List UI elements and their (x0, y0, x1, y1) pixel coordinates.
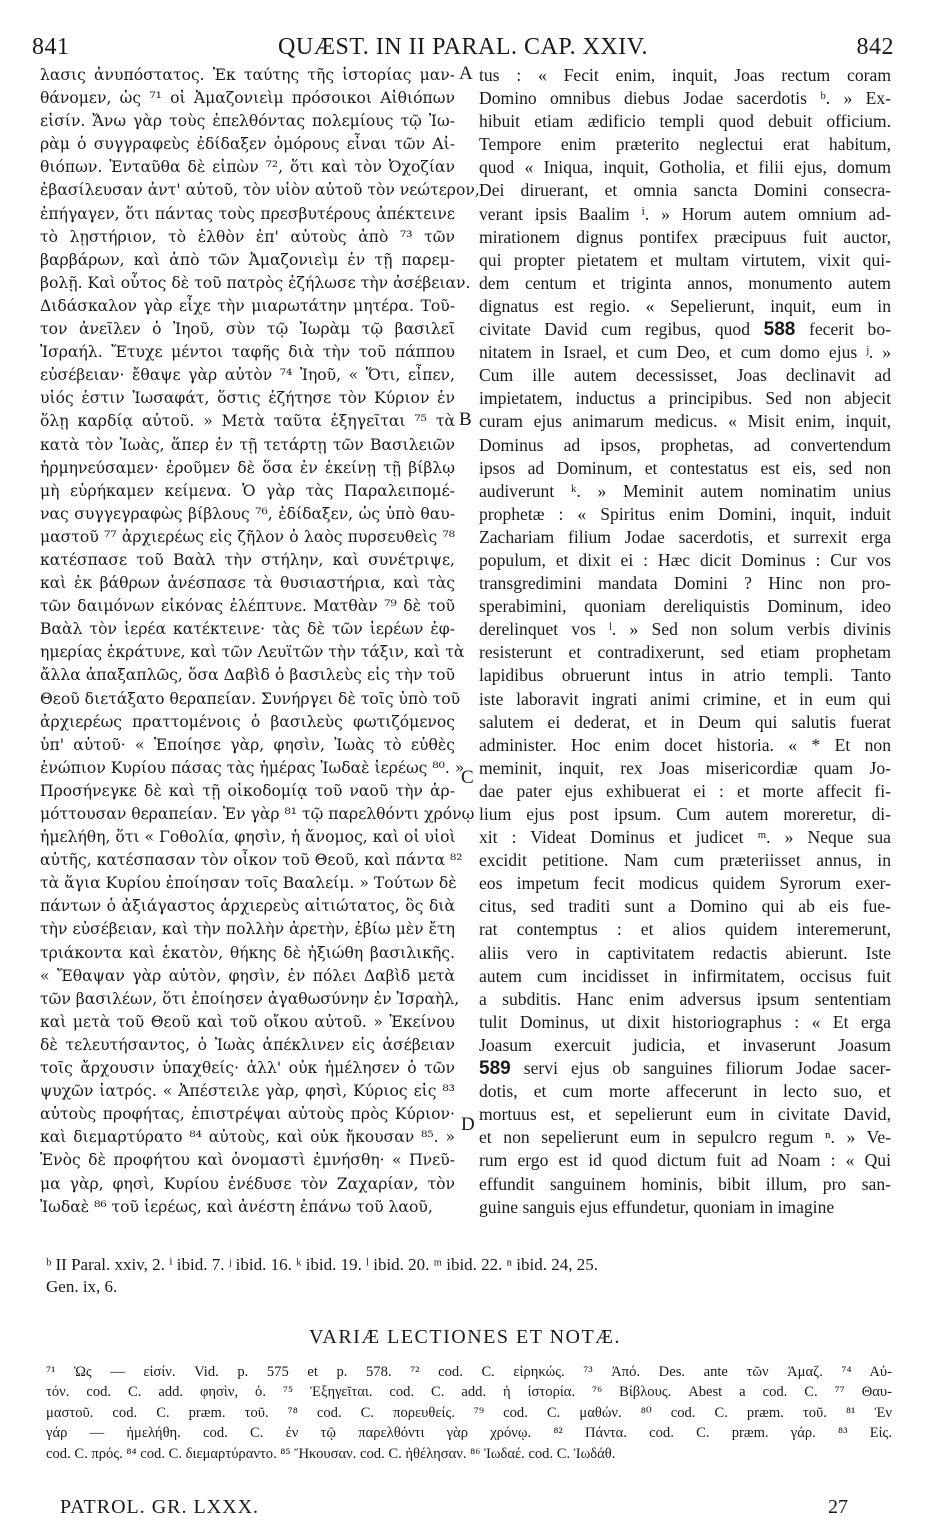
latin-text-line: rat contemptus : et alios quidem interemerunt, (479, 919, 891, 940)
greek-text-line: βολῇ. Καὶ οὗτος δὲ τοῦ πατρὸς ἐζήλωσε τὴν ἀσέβειαν. (40, 273, 471, 292)
greek-text-line: αὐτοὺς προφήτας, ἐπιστρέψαι αὐτοὺς πρὸς Κύριον· (40, 1105, 455, 1124)
latin-text-line: transgredimini mandata Domini ? Hinc non pro- (479, 573, 891, 594)
latin-text-line: rum ergo est id quod dictum fuit ad Noam : « Qui (479, 1150, 891, 1171)
latin-text-line: ipsos ad Dominum, et contestatus est eis, sed non (479, 457, 891, 478)
greek-text-line: ἐβασίλευσαν ἀντ' αὐτοῦ, τὸν υἱὸν αὐτοῦ τὸν νεώτερον, (40, 181, 480, 200)
latin-text-line: impietatem, inductus a principibus. Sed non abjecit (479, 388, 891, 409)
greek-text-line: « Ἔθαψαν γὰρ αὐτὸν, φησὶν, ἐν πόλει Δαβὶδ μετὰ (40, 966, 455, 985)
latin-text-line: Joasum exercuit judicia, et invaserunt Joasum (479, 1034, 891, 1055)
latin-text-line: Dominus ad ipsos, prophetas, ad convertendum (479, 434, 891, 455)
latin-text-line: mirationem dignus pontifex præcipuus fuit auctor, (479, 226, 891, 247)
greek-text-line: υἱός ἐστιν Ἰωσαφάτ, ὅστις ἐζήτησε τὸν Κύριον ἐν (40, 389, 455, 408)
margin-marker-a: A (459, 63, 473, 84)
margin-page-number: 589 (479, 1058, 511, 1080)
greek-text-line: νας συγγεγραφὼς βίβλους ⁷⁶, ἐδίδαξεν, ὡς ὑπὸ θαυ- (40, 504, 455, 523)
variant-line: τόν. cod. C. add. φησὶν, ὁ. ⁷⁵ Ἐξηγεῖται. cod. C. add. ἡ ἱστορία. ⁷⁶ Βίβλους. Abest a cod. C. ⁷⁷ Θαυ- (46, 1384, 892, 1401)
latin-text-line: tus : « Fecit enim, inquit, Joas rectum coram (479, 65, 891, 85)
greek-text-line: τον ἀνεῖλεν ὁ Ἰηοῦ, σὺν τῷ Ἰωρὰμ τῷ βασιλεῖ (40, 320, 455, 339)
greek-text-line: ρὰμ ὁ συγγραφεὺς ἐδίδαξεν ὁμόρους εἶναι τῶν Αἰ- (40, 135, 455, 154)
latin-text-line: aliis vero in captivitatem redactis abierunt. Iste (479, 942, 891, 963)
latin-text-line: 589 servi ejus ob sanguines filiorum Jodae sacer- (479, 1058, 891, 1080)
latin-text-line: nitatem in Israel, et cum Deo, et cum domo ejus ʲ. » (479, 342, 891, 363)
greek-text-column (40, 64, 480, 1216)
latin-text-line: dotis, et cum morte affecerunt in lecto suo, et (479, 1081, 891, 1102)
greek-text-line: λασις ἀνυπόστατος. Ἐκ ταύτης τῆς ἱστορίας μαν- (40, 66, 455, 84)
running-title: QUÆST. IN II PARAL. CAP. XXIV. (278, 34, 648, 60)
latin-text-line: dae pater ejus exhibuerat ei : et morte affecit fi- (479, 780, 891, 801)
variant-line: γάρ — ἠμελήθη. cod. C. ἐν τῷ παρελθόντι γὰρ χρόνῳ. ⁸² Πάντα. cod. C. præm. γάρ. ⁸³ Εἰς. (46, 1425, 892, 1442)
margin-marker-d: D (461, 1114, 475, 1135)
latin-text-line: populum, et dixit ei : Hæc dicit Dominus : Cur vos (479, 549, 891, 570)
greek-text-line: τριάκοντα καὶ ἑκατὸν, θήκης δὲ ἠξιώθη βασιλικῆς. (40, 943, 455, 962)
margin-page-number: 588 (763, 319, 796, 341)
variants-heading: VARIÆ LECTIONES ET NOTÆ. (309, 1326, 621, 1348)
greek-text-line: εἰσίν. Ἄνω γὰρ τοὺς ἐπελθόντας πολεμίους τῷ Ἰω- (40, 112, 455, 131)
latin-text-line: dem centum et triginta annos, monumento autem (479, 272, 891, 293)
greek-text-line: ημερίας ἐκράτυνε, καὶ τῶν Λευϊτῶν τὴν τάξιν, καὶ τὰ (40, 643, 465, 662)
latin-text-line: meminit, inquit, rex Joas misericordiæ quam Jo- (479, 757, 891, 778)
latin-text-line: lium ejus post ipsum. Cum autem moreretur, di- (479, 804, 891, 824)
greek-text-line: κατέσπασε τοῦ Βαὰλ τὴν στήλην, καὶ συνέτριψε, (40, 550, 455, 569)
margin-marker-c: C (461, 767, 474, 788)
greek-text-line: Ἰωδαὲ ⁸⁶ τοῦ ἱερέως, καὶ ἀνέστη ἐπάνω τοῦ λαοῦ, (40, 1197, 433, 1216)
greek-text-line: ἐνώπιον Κυρίου πάσας τὰς ἡμέρας Ἰωδαὲ ἱερέως ⁸⁰. » (40, 758, 465, 777)
latin-text-line: curam ejus animarum medicus. « Misit enim, inquit, (479, 411, 891, 432)
greek-text-line: ἐπήγαγεν, ὅτι πάντας τοὺς πρεσβυτέρους ἀπέκτεινε (40, 204, 455, 223)
latin-text-line: civitate David cum regibus, quod 588 fecerit bo- (479, 319, 891, 341)
greek-text-line: βαρβάρων, καὶ ἀπὸ τῶν Ἀμαζονιεὶμ ἐν τῇ παρεμ- (40, 250, 455, 269)
scripture-footnote-line: ᵇ II Paral. xxiv, 2. ⁱ ibid. 7. ʲ ibid. 16. ᵏ ibid. 19. ˡ ibid. 20. ᵐ ibid. 22. ⁿ ibid. 24, 25. (46, 1255, 598, 1274)
greek-text-line: ἠμελήθη, ὅτι « Γοθολία, φησὶν, ἡ ἄνομος, καὶ οἱ υἱοὶ (40, 828, 456, 847)
latin-text-line: citus, sed traditi sunt a Domino qui ab eis fue- (479, 896, 891, 917)
page-number-right: 842 (856, 34, 894, 60)
greek-text-line: ὑπ' αὐτοῦ· « Ἐποίησε γὰρ, φησὶν, Ἰωὰς τὸ εὐθὲς (40, 735, 455, 754)
latin-text-line: iste laboravit ingrati animi crimine, et in eum qui (479, 688, 891, 709)
latin-text-line: excidit petitione. Nam cum præteriisset annus, in (479, 850, 891, 871)
greek-text-line: μόττουσαν θεραπείαν. Ἐν γὰρ ⁸¹ τῷ παρελθόντι χρόνῳ (40, 805, 475, 823)
greek-text-line: τὸ λῃστήριον, τὸ ἐλθὸν ἐπ' αὐτοὺς ἀπὸ ⁷³ τῶν (40, 227, 455, 246)
latin-text-line: Cum ille autem decessisset, Joas declinavit ad (479, 365, 891, 386)
latin-text-line: administer. Hoc enim docet historia. « * Et non (479, 734, 891, 755)
latin-text-line: sperabimini, quoniam dereliquistis Dominum, ideo (479, 596, 891, 617)
latin-text-line: xit : Videat Dominus et judicet ᵐ. » Neque sua (479, 827, 891, 848)
latin-text-line: quod « Iniqua, inquit, Gotholia, et filii ejus, domum (479, 157, 891, 178)
greek-text-line: Προσήνεγκε δὲ καὶ τῇ οἰκοδομίᾳ τοῦ ναοῦ τὴν ἁρ- (40, 781, 455, 800)
greek-text-line: ψυχῶν ἰατρός. « Ἀπέστειλε γὰρ, φησὶ, Κύριος εἰς ⁸³ (40, 1082, 455, 1101)
latin-text-line: resisterunt et contradixerunt, sed etiam prophetam (479, 642, 891, 663)
greek-text-line: τῶν δαιμόνων εἰκόνας ἐλέπτυνε. Ματθὰν ⁷⁹ δὲ τοῦ (40, 597, 455, 616)
latin-text-line: audiverunt ᵏ. » Meminit autem nominatim unius (479, 480, 891, 501)
greek-text-line: Διδάσκαλον γὰρ εἶχε τὴν μιαρωτάτην μητέρα. Τοῦ- (40, 296, 455, 315)
greek-text-line: δὲ τελευτήσαντος, ὁ Ἰωὰς ἀπέκλινεν εἰς ἀσέβειαν (40, 1035, 455, 1054)
greek-text-line: Θεοῦ διετάξατο θεραπείαν. Συνήργει δὲ τοῖς ὑπὸ τοῦ (40, 689, 461, 708)
page-header (32, 34, 894, 64)
footer-collection: PATROL. GR. LXXX. (60, 1496, 260, 1518)
greek-text-line: καὶ μετὰ τοῦ Θεοῦ καὶ τοῦ οἴκου αὐτοῦ. » Ἐκείνου (40, 1012, 455, 1031)
greek-text-line: Ἰσραήλ. Ἔτυχε μέντοι ταφῆς διὰ τὴν τοῦ πάππου (40, 343, 455, 362)
greek-text-line: Ἑνὸς δὲ προφήτου καὶ ὀνομαστὶ ἐμνήσθη· « Πνεῦ- (40, 1151, 455, 1170)
latin-text-line: Zachariam filium Jodae sacerdotis, et surrexit erga (479, 526, 891, 547)
latin-text-line: tulit Dominus, ut dixit historiographus : « Et erga (479, 1011, 891, 1032)
latin-text-line: mortuus est, et sepelierunt eum in civitate David, (479, 1104, 891, 1125)
latin-text-line: effundit sanguinem hominis, bibit illum, pro san- (479, 1173, 891, 1194)
latin-text-line: salutem ei dederat, et in Deum qui salutis fuerat (479, 711, 891, 732)
latin-text-line: derelinquet vos ˡ. » Sed non solum verbis divinis (479, 619, 891, 640)
latin-text-column (479, 64, 891, 1217)
variant-line: ⁷¹ Ὡς — εἰσίν. Vid. p. 575 et p. 578. ⁷² cod. C. εἰρηκώς. ⁷³ Ἀπό. Des. ante τῶν Ἀμαζ. ⁷⁴ Αὐ- (46, 1364, 892, 1380)
greek-text-line: θάνομεν, ὡς ⁷¹ οἱ Ἀμαζονιεὶμ πρόσοικοι Αἰθιόπων (40, 89, 455, 108)
footer-signature: 27 (828, 1496, 848, 1518)
greek-text-line: μαστοῦ ⁷⁷ ἀρχιερέως εἰς ζῆλον ὁ λαὸς πυρσευθεὶς ⁷⁸ (40, 527, 455, 546)
variant-line: cod. C. πρός. ⁸⁴ cod. C. διεμαρτύραντο. ⁸⁵ Ἤκουσαν. cod. C. ἠθέλησαν. ⁸⁶ Ἰωδαέ. cod. C. Ἰωδάθ. (46, 1445, 616, 1462)
greek-text-line: ἀρχιερέως πραττομένοις ὁ βασιλεὺς φωτιζόμενος (40, 712, 455, 731)
greek-text-line: μὴ εὑρήκαμεν κείμενα. Ὁ γὰρ τὰς Παραλειπομέ- (40, 481, 455, 500)
greek-text-line: καὶ διεμαρτύρατο ⁸⁴ αὐτοὺς, καὶ οὐκ ἤκουσαν ⁸⁵. » (40, 1128, 455, 1147)
latin-text-line: eos impetum fecit modicus quidem Syrorum exer- (479, 873, 891, 894)
greek-text-line: μα γὰρ, φησὶ, Κυρίου ἐνέδυσε τὸν Ζαχαρίαν, τὸν (40, 1174, 455, 1193)
latin-text-line: qui propter pietatem et multam virtutem, vixit qui- (479, 249, 891, 270)
greek-text-line: ὅλῃ καρδίᾳ αὐτοῦ. » Μετὰ ταῦτα ἐξηγεῖται ⁷⁵ τὰ (40, 412, 455, 431)
greek-text-line: ἡρμηνεύσαμεν· ἐροῦμεν δὲ ὅσα ἐν ἐκείνῃ τῇ βίβλῳ (40, 458, 455, 477)
greek-text-line: τὴν εὐσέβειαν, καὶ τὴν πολλὴν ἀρετὴν, ἐβίω μὲν ἔτη (40, 920, 455, 939)
latin-text-line: autem cum incidisset in infirmitatem, occisus fuit (479, 965, 891, 986)
latin-text-line: Dei diruerant, et omnia sancta Domini consecra- (479, 180, 891, 201)
page-number-left: 841 (32, 34, 70, 60)
greek-text-line: τὰ ἅγια Κυρίου ἐποίησαν τοῖς Βααλείμ. » Τούτων δὲ (40, 874, 457, 893)
greek-text-line: αὐτῆς, κατέσπασαν τὸν οἶκον τοῦ Θεοῦ, καὶ πάντα ⁸² (40, 851, 463, 870)
latin-text-line: a subditis. Hanc enim adversus ipsum sententiam (479, 988, 891, 1009)
latin-text-line: Tempore enim præterito neglectui erat habitum, (479, 134, 891, 155)
scripture-footnote-line: Gen. ix, 6. (46, 1277, 118, 1296)
greek-text-line: πάντων ὁ ἀξιάγαστος ἀρχιερεὺς αἰτιώτατος, ὃς διὰ (40, 897, 455, 916)
latin-text-line: lapidibus obruerunt intus in atrio templi. Tanto (479, 665, 891, 686)
latin-text-line: guine sanguis ejus effundetur, quoniam in imagine (479, 1196, 835, 1217)
latin-text-line: verant ipsis Baalim ⁱ. » Horum autem omnium ad- (479, 203, 891, 224)
greek-text-line: κατὰ τὸν Ἰωὰς, ἅπερ ἐν τῇ τετάρτῃ τῶν Βασιλειῶν (40, 435, 455, 454)
latin-text-line: prophetæ : « Spiritus enim Domini, inquit, induit (479, 503, 891, 524)
variant-readings (46, 1362, 892, 1464)
greek-text-line: τοῖς ἄρχουσιν ὑπαχθείς· ἀλλ' οὐκ ἠμέλησεν ὁ τῶν (40, 1059, 455, 1078)
greek-text-line: καὶ ἐκ βάθρων ἀνέσπασε τὰ θυσιαστήρια, καὶ τὰς (40, 574, 455, 593)
greek-text-line: εὐσέβειαν· ἔθαψε γὰρ αὐτὸν ⁷⁴ Ἰηοῦ, « Ὅτι, εἶπεν, (40, 366, 455, 385)
greek-text-line: θιόπων. Ἐνταῦθα δὲ εἰπὼν ⁷², ὅτι καὶ τὸν Ὀχοζίαν (40, 158, 455, 177)
latin-text-line: dignatus est regio. « Sepelierunt, inquit, eum in (479, 295, 891, 316)
latin-text-line: et non sepelierunt eum in sepulcro regum ⁿ. » Ve- (479, 1127, 891, 1148)
margin-marker-b: B (459, 409, 472, 430)
variant-line: μαστοῦ. cod. C. præm. τοῦ. ⁷⁸ cod. C. πορευθείς. ⁷⁹ cod. C. μαθών. ⁸⁰ cod. C. præm. τοῦ. ⁸¹ Ἐν (46, 1404, 892, 1421)
latin-text-line: hibuit etiam ædificio templi quod debuit officium. (479, 111, 891, 132)
greek-text-line: Βαὰλ τὸν ἱερέα κατέκτεινε· τὰς δὲ τῶν ἱερέων ἐφ- (40, 620, 455, 639)
latin-text-line: Domino omnibus diebus Jodae sacerdotis ᵇ. » Ex- (479, 88, 891, 109)
greek-text-line: ἄλλα ἁπαξαπλῶς, ὅσα Δαβὶδ ὁ βασιλεὺς εἰς τὴν τοῦ (40, 666, 455, 685)
greek-text-line: τῶν βασιλέων, ὅτι ἐποίησεν ἀγαθωσύνην ἐν Ἰσραὴλ, (40, 989, 460, 1008)
